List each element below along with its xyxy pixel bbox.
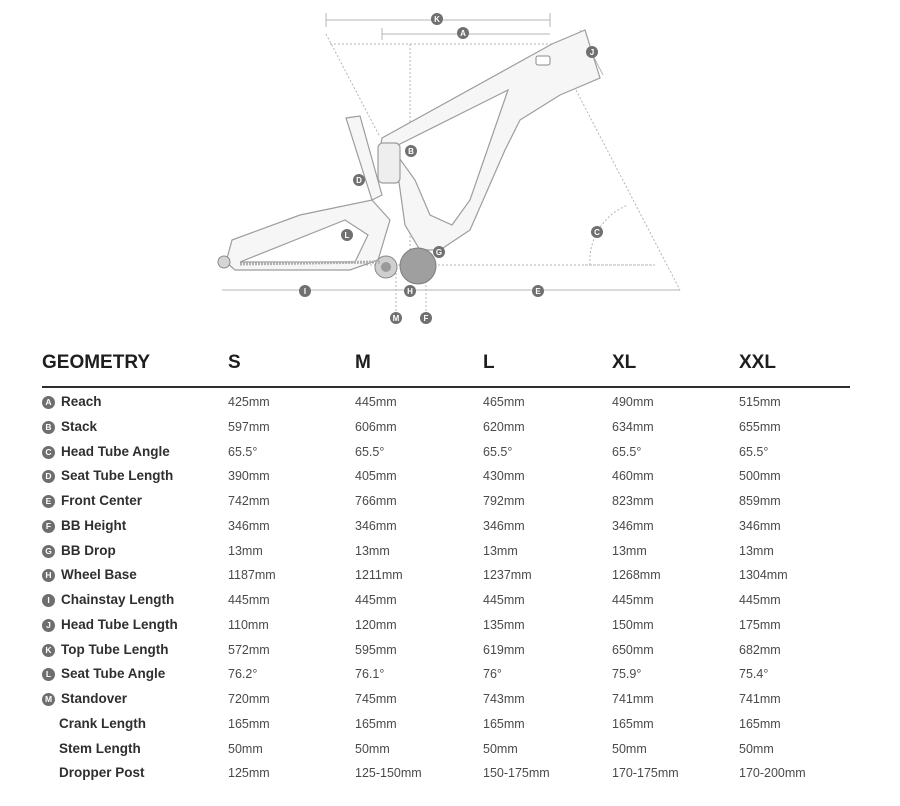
table-row (42, 687, 850, 712)
cell-m: 76.1° (355, 667, 385, 682)
frame-geometry-diagram (0, 0, 900, 330)
cell-xl: 346mm (612, 518, 654, 533)
row-label-text: Dropper Post (59, 765, 145, 781)
cell-xxl: 170-200mm (739, 766, 806, 781)
svg-text:G: G (435, 248, 443, 257)
svg-text:C: C (594, 228, 600, 237)
svg-text:K: K (434, 15, 440, 24)
row-badge: L (42, 668, 55, 681)
cell-m: 1211mm (355, 568, 403, 583)
row-badge: C (42, 446, 55, 459)
cell-xl: 65.5° (612, 444, 642, 459)
cell-l: 619mm (483, 642, 525, 657)
cell-xl: 741mm (612, 692, 654, 706)
table-row (42, 737, 850, 762)
table-header (42, 348, 850, 388)
table-row (42, 712, 850, 737)
row-badge: M (42, 693, 55, 706)
row-label (42, 617, 178, 632)
cell-m: 50mm (355, 741, 390, 756)
table-body (42, 388, 850, 786)
row-label-text: Reach (61, 394, 102, 409)
cell-l: 743mm (483, 692, 525, 706)
cell-m: 745mm (355, 692, 397, 706)
row-label (42, 493, 142, 508)
marker-f (420, 312, 432, 324)
cell-l: 76° (483, 667, 502, 682)
row-badge: I (42, 594, 55, 607)
cell-l: 135mm (483, 617, 525, 632)
cell-m: 606mm (355, 419, 397, 434)
cell-s: 110mm (228, 617, 269, 632)
table-row (42, 489, 850, 514)
table-row (42, 514, 850, 539)
cell-l: 465mm (483, 395, 525, 409)
cell-l: 346mm (483, 518, 525, 533)
table-row (42, 761, 850, 786)
svg-text:I: I (303, 287, 307, 296)
row-label (42, 543, 116, 558)
cell-s: 720mm (228, 692, 270, 706)
cell-xl: 150mm (612, 617, 654, 632)
cell-xl: 50mm (612, 741, 647, 756)
row-label-text: Stem Length (59, 740, 141, 756)
svg-text:D: D (356, 176, 362, 185)
marker-l (341, 229, 353, 241)
row-label-text: Standover (61, 691, 128, 706)
cell-m: 405mm (355, 469, 397, 484)
row-badge: F (42, 520, 55, 533)
row-badge: D (42, 470, 55, 483)
cell-xl: 1268mm (612, 568, 661, 583)
marker-g (433, 246, 445, 258)
cell-l: 50mm (483, 741, 518, 756)
table-row (42, 464, 850, 489)
cell-s: 13mm (228, 543, 263, 558)
size-header-s: S (228, 352, 241, 373)
row-label-text: Crank Length (59, 715, 147, 731)
cell-s: 125mm (228, 766, 270, 781)
svg-text:B: B (408, 147, 414, 156)
cell-l: 1237mm (483, 568, 532, 583)
row-badge: H (42, 569, 55, 582)
table-row (42, 563, 850, 588)
row-badge: G (42, 545, 55, 558)
marker-d (353, 174, 365, 186)
cell-s: 390mm (228, 469, 270, 484)
cell-xxl: 1304mm (739, 568, 788, 583)
cell-s: 76.2° (228, 667, 258, 682)
cell-xxl: 655mm (739, 419, 781, 434)
marker-b (405, 145, 417, 157)
size-header-m: M (355, 352, 371, 373)
cell-l: 165mm (483, 716, 525, 731)
cell-m: 65.5° (355, 444, 385, 459)
row-label (42, 468, 173, 483)
cell-xxl: 859mm (739, 494, 781, 508)
table-row (42, 613, 850, 638)
cell-s: 346mm (228, 518, 270, 533)
cell-m: 445mm (355, 395, 397, 409)
cell-xl: 445mm (612, 593, 654, 607)
cell-xl: 75.9° (612, 667, 642, 682)
cell-s: 1187mm (228, 568, 276, 583)
cell-l: 13mm (483, 543, 518, 558)
cell-m: 445mm (355, 593, 397, 607)
svg-text:J: J (589, 48, 595, 57)
row-label-text: Head Tube Length (61, 616, 178, 632)
row-label-text: BB Height (61, 517, 127, 533)
svg-text:H: H (407, 287, 413, 296)
cell-l: 445mm (483, 593, 525, 607)
cell-xl: 634mm (612, 419, 654, 434)
cell-m: 766mm (355, 494, 397, 508)
table-row (42, 415, 850, 440)
cell-xl: 460mm (612, 469, 654, 484)
marker-m (390, 312, 402, 324)
cell-s: 742mm (228, 494, 270, 508)
table-row (42, 588, 850, 613)
cell-s: 572mm (228, 642, 270, 657)
cell-xl: 165mm (612, 716, 654, 731)
cell-m: 346mm (355, 518, 397, 533)
row-label (42, 518, 126, 533)
cell-s: 425mm (228, 395, 270, 409)
svg-text:E: E (535, 287, 541, 296)
row-label-text: Head Tube Angle (61, 443, 170, 459)
size-header-l: L (483, 352, 495, 373)
row-label-text: Seat Tube Length (61, 468, 174, 484)
cell-xl: 170-175mm (612, 766, 679, 781)
row-label-text: Front Center (61, 493, 142, 508)
cell-l: 150-175mm (483, 766, 550, 781)
cell-xl: 13mm (612, 543, 647, 558)
cell-xxl: 741mm (739, 692, 781, 706)
svg-text:L: L (344, 231, 350, 240)
cell-xxl: 500mm (739, 469, 781, 484)
row-label (59, 716, 146, 731)
marker-j (586, 46, 598, 58)
table-row (42, 638, 850, 663)
marker-h (404, 285, 416, 297)
cell-s: 165mm (228, 716, 270, 731)
cell-xxl: 346mm (739, 518, 781, 533)
row-label (42, 394, 102, 409)
cell-xl: 650mm (612, 642, 654, 657)
row-badge: E (42, 495, 55, 508)
cell-l: 65.5° (483, 444, 513, 459)
row-label-text: Top Tube Length (61, 641, 169, 657)
row-label-text: Stack (61, 418, 98, 434)
marker-i (299, 285, 311, 297)
cell-xl: 490mm (612, 395, 654, 409)
cell-xxl: 75.4° (739, 667, 769, 682)
row-label (59, 741, 141, 756)
row-label (42, 419, 97, 434)
cell-xxl: 445mm (739, 593, 781, 607)
table-row (42, 440, 850, 465)
row-badge: B (42, 421, 55, 434)
row-label-text: Seat Tube Angle (61, 666, 166, 682)
size-header-xl: XL (612, 352, 637, 373)
table-heading: GEOMETRY (42, 352, 151, 373)
cell-xl: 823mm (612, 494, 654, 508)
cell-xxl: 65.5° (739, 444, 769, 459)
row-label (42, 642, 168, 657)
cell-s: 597mm (228, 419, 270, 434)
row-label (42, 592, 174, 607)
cell-m: 595mm (355, 642, 397, 657)
marker-k (431, 13, 443, 25)
row-label-text: Chainstay Length (61, 592, 175, 607)
row-label-text: Wheel Base (61, 567, 137, 583)
row-label (59, 765, 145, 780)
size-header-xxl: XXL (739, 352, 776, 373)
svg-text:M: M (392, 314, 400, 323)
cell-l: 430mm (483, 469, 525, 484)
table-row (42, 539, 850, 564)
row-label (42, 444, 170, 459)
row-label (42, 691, 127, 706)
cell-m: 165mm (355, 716, 397, 731)
row-badge: K (42, 644, 55, 657)
row-badge: J (42, 619, 55, 632)
cell-s: 445mm (228, 593, 270, 607)
cell-xxl: 515mm (739, 395, 781, 409)
cell-xxl: 50mm (739, 741, 774, 756)
svg-text:F: F (423, 314, 429, 323)
cell-xxl: 175mm (739, 617, 781, 632)
cell-l: 620mm (483, 419, 525, 434)
cell-xxl: 13mm (739, 543, 774, 558)
cell-m: 13mm (355, 543, 390, 558)
geometry-table (42, 348, 850, 786)
cell-s: 50mm (228, 741, 263, 756)
row-label-text: BB Drop (61, 542, 116, 558)
row-badge: A (42, 396, 55, 409)
table-row (42, 662, 850, 687)
cell-l: 792mm (483, 494, 525, 508)
marker-e (532, 285, 544, 297)
cell-xxl: 682mm (739, 642, 781, 657)
table-row (42, 390, 850, 415)
svg-text:A: A (460, 29, 466, 38)
cell-m: 125-150mm (355, 766, 422, 781)
cell-m: 120mm (355, 617, 397, 632)
row-label (42, 567, 137, 582)
marker-a (457, 27, 469, 39)
cell-s: 65.5° (228, 444, 258, 459)
marker-c (591, 226, 603, 238)
row-label (42, 666, 165, 681)
cell-xxl: 165mm (739, 716, 781, 731)
